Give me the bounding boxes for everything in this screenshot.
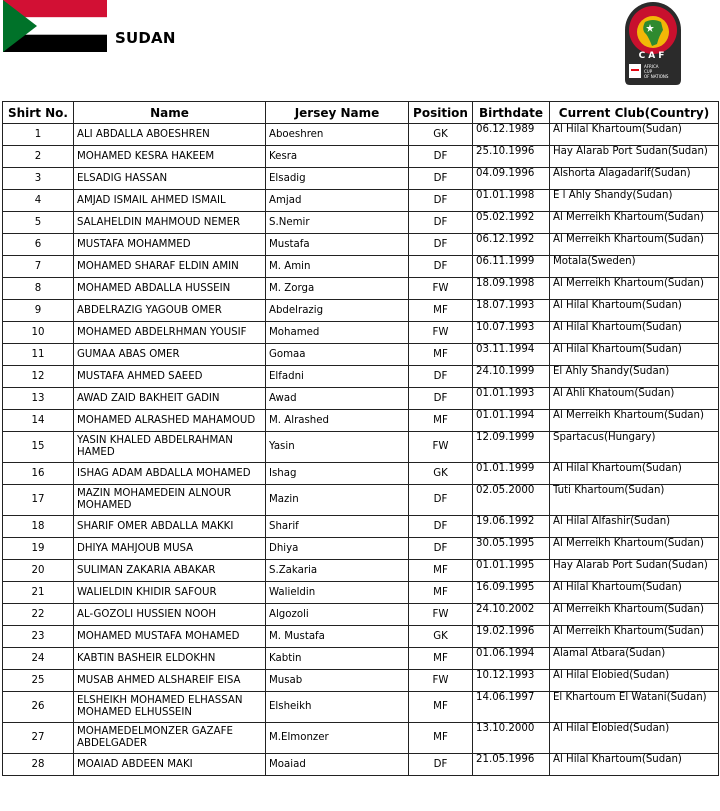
jersey-name-cell: M. Alrashed — [266, 410, 409, 432]
player-name-cell: SULIMAN ZAKARIA ABAKAR — [74, 560, 266, 582]
player-name-cell: MOHAMED ABDALLA HUSSEIN — [74, 278, 266, 300]
table-row — [3, 648, 719, 670]
player-name-cell: MAZIN MOHAMEDEIN ALNOUR MOHAMED — [74, 485, 266, 516]
position-cell: DF — [409, 234, 473, 256]
player-name-cell: ABDELRAZIG YAGOUB OMER — [74, 300, 266, 322]
table-row — [3, 626, 719, 648]
sudan-flag-icon — [3, 0, 107, 52]
player-name-cell: GUMAA ABAS OMER — [74, 344, 266, 366]
table-row — [3, 388, 719, 410]
current-club-cell: Al Merreikh Khartoum(Sudan) — [550, 234, 719, 256]
jersey-name-cell: Elfadni — [266, 366, 409, 388]
position-cell: DF — [409, 754, 473, 776]
table-row — [3, 463, 719, 485]
shirt-number-cell: 25 — [3, 670, 74, 692]
birthdate-cell: 19.06.1992 — [473, 516, 550, 538]
current-club-cell: Motala(Sweden) — [550, 256, 719, 278]
birthdate-cell: 03.11.1994 — [473, 344, 550, 366]
position-cell: DF — [409, 146, 473, 168]
current-club-cell: Spartacus(Hungary) — [550, 432, 719, 463]
table-row — [3, 146, 719, 168]
svg-text:CUP: CUP — [644, 69, 653, 74]
player-name-cell: MOHAMED MUSTAFA MOHAMED — [74, 626, 266, 648]
position-cell: GK — [409, 124, 473, 146]
player-name-cell: SALAHELDIN MAHMOUD NEMER — [74, 212, 266, 234]
current-club-cell: Al Hilal Elobied(Sudan) — [550, 723, 719, 754]
shirt-number-cell: 4 — [3, 190, 74, 212]
table-row — [3, 560, 719, 582]
birthdate-cell: 13.10.2000 — [473, 723, 550, 754]
position-cell: DF — [409, 388, 473, 410]
shirt-number-cell: 7 — [3, 256, 74, 278]
current-club-cell: Al Merreikh Khartoum(Sudan) — [550, 212, 719, 234]
birthdate-cell: 16.09.1995 — [473, 582, 550, 604]
shirt-number-cell: 24 — [3, 648, 74, 670]
jersey-name-cell: Abdelrazig — [266, 300, 409, 322]
shirt-number-cell: 1 — [3, 124, 74, 146]
col-header-birthdate: Birthdate — [473, 102, 550, 124]
birthdate-cell: 10.07.1993 — [473, 322, 550, 344]
shirt-number-cell: 2 — [3, 146, 74, 168]
position-cell: MF — [409, 692, 473, 723]
birthdate-cell: 01.01.1998 — [473, 190, 550, 212]
table-row — [3, 516, 719, 538]
position-cell: FW — [409, 670, 473, 692]
birthdate-cell: 06.11.1999 — [473, 256, 550, 278]
table-row — [3, 124, 719, 146]
birthdate-cell: 01.01.1994 — [473, 410, 550, 432]
team-title: SUDAN — [115, 29, 176, 47]
shirt-number-cell: 21 — [3, 582, 74, 604]
caf-afcon-logo-icon — [619, 0, 687, 86]
position-cell: MF — [409, 723, 473, 754]
current-club-cell: Al Ahli Khatoum(Sudan) — [550, 388, 719, 410]
current-club-cell: El Ahly Shandy(Sudan) — [550, 366, 719, 388]
position-cell: DF — [409, 190, 473, 212]
table-row — [3, 256, 719, 278]
shirt-number-cell: 20 — [3, 560, 74, 582]
position-cell: FW — [409, 432, 473, 463]
jersey-name-cell: Algozoli — [266, 604, 409, 626]
svg-text:AFRICA: AFRICA — [644, 64, 659, 69]
position-cell: MF — [409, 300, 473, 322]
position-cell: DF — [409, 168, 473, 190]
shirt-number-cell: 19 — [3, 538, 74, 560]
jersey-name-cell: Awad — [266, 388, 409, 410]
current-club-cell: Al Hilal Khartoum(Sudan) — [550, 582, 719, 604]
jersey-name-cell: M. Amin — [266, 256, 409, 278]
table-row — [3, 300, 719, 322]
shirt-number-cell: 15 — [3, 432, 74, 463]
jersey-name-cell: M.Elmonzer — [266, 723, 409, 754]
current-club-cell: Hay Alarab Port Sudan(Sudan) — [550, 560, 719, 582]
player-name-cell: KABTIN BASHEIR ELDOKHN — [74, 648, 266, 670]
jersey-name-cell: Aboeshren — [266, 124, 409, 146]
position-cell: MF — [409, 344, 473, 366]
shirt-number-cell: 18 — [3, 516, 74, 538]
table-row — [3, 538, 719, 560]
shirt-number-cell: 3 — [3, 168, 74, 190]
birthdate-cell: 01.01.1995 — [473, 560, 550, 582]
jersey-name-cell: Amjad — [266, 190, 409, 212]
birthdate-cell: 18.09.1998 — [473, 278, 550, 300]
col-header-name: Name — [74, 102, 266, 124]
birthdate-cell: 10.12.1993 — [473, 670, 550, 692]
shirt-number-cell: 6 — [3, 234, 74, 256]
col-header-current-club: Current Club(Country) — [550, 102, 719, 124]
jersey-name-cell: S.Zakaria — [266, 560, 409, 582]
jersey-name-cell: Kesra — [266, 146, 409, 168]
table-row — [3, 168, 719, 190]
shirt-number-cell: 14 — [3, 410, 74, 432]
current-club-cell: Al Hilal Elobied(Sudan) — [550, 670, 719, 692]
jersey-name-cell: M. Mustafa — [266, 626, 409, 648]
table-row — [3, 670, 719, 692]
position-cell: GK — [409, 626, 473, 648]
current-club-cell: El Khartoum El Watani(Sudan) — [550, 692, 719, 723]
position-cell: DF — [409, 256, 473, 278]
player-name-cell: ISHAG ADAM ABDALLA MOHAMED — [74, 463, 266, 485]
position-cell: MF — [409, 410, 473, 432]
birthdate-cell: 18.07.1993 — [473, 300, 550, 322]
position-cell: DF — [409, 485, 473, 516]
current-club-cell: Hay Alarab Port Sudan(Sudan) — [550, 146, 719, 168]
shirt-number-cell: 23 — [3, 626, 74, 648]
position-cell: MF — [409, 560, 473, 582]
table-row — [3, 234, 719, 256]
jersey-name-cell: Yasin — [266, 432, 409, 463]
position-cell: MF — [409, 648, 473, 670]
shirt-number-cell: 17 — [3, 485, 74, 516]
col-header-jersey-name: Jersey Name — [266, 102, 409, 124]
table-header-row — [3, 102, 719, 124]
birthdate-cell: 24.10.2002 — [473, 604, 550, 626]
current-club-cell: Al Merreikh Khartoum(Sudan) — [550, 278, 719, 300]
position-cell: FW — [409, 322, 473, 344]
current-club-cell: Al Hilal Khartoum(Sudan) — [550, 300, 719, 322]
position-cell: FW — [409, 278, 473, 300]
position-cell: FW — [409, 604, 473, 626]
birthdate-cell: 12.09.1999 — [473, 432, 550, 463]
player-name-cell: MOHAMEDELMONZER GAZAFE ABDELGADER — [74, 723, 266, 754]
shirt-number-cell: 26 — [3, 692, 74, 723]
shirt-number-cell: 12 — [3, 366, 74, 388]
svg-text:OF NATIONS: OF NATIONS — [644, 74, 669, 79]
current-club-cell: Alshorta Alagadarif(Sudan) — [550, 168, 719, 190]
current-club-cell: Al Merreikh Khartoum(Sudan) — [550, 626, 719, 648]
jersey-name-cell: Moaiad — [266, 754, 409, 776]
birthdate-cell: 01.06.1994 — [473, 648, 550, 670]
col-header-position: Position — [409, 102, 473, 124]
shirt-number-cell: 9 — [3, 300, 74, 322]
player-name-cell: WALIELDIN KHIDIR SAFOUR — [74, 582, 266, 604]
shirt-number-cell: 28 — [3, 754, 74, 776]
table-row — [3, 723, 719, 754]
squad-table — [2, 101, 719, 776]
player-name-cell: YASIN KHALED ABDELRAHMAN HAMED — [74, 432, 266, 463]
col-header-shirt-no: Shirt No. — [3, 102, 74, 124]
player-name-cell: MOHAMED SHARAF ELDIN AMIN — [74, 256, 266, 278]
player-name-cell: MOHAMED ALRASHED MAHAMOUD — [74, 410, 266, 432]
jersey-name-cell: Mustafa — [266, 234, 409, 256]
player-name-cell: SHARIF OMER ABDALLA MAKKI — [74, 516, 266, 538]
birthdate-cell: 14.06.1997 — [473, 692, 550, 723]
current-club-cell: Al Hilal Alfashir(Sudan) — [550, 516, 719, 538]
position-cell: GK — [409, 463, 473, 485]
current-club-cell: Al Hilal Khartoum(Sudan) — [550, 463, 719, 485]
table-row — [3, 410, 719, 432]
table-row — [3, 692, 719, 723]
player-name-cell: MOAIAD ABDEEN MAKI — [74, 754, 266, 776]
birthdate-cell: 04.09.1996 — [473, 168, 550, 190]
player-name-cell: AMJAD ISMAIL AHMED ISMAIL — [74, 190, 266, 212]
birthdate-cell: 02.05.2000 — [473, 485, 550, 516]
shirt-number-cell: 16 — [3, 463, 74, 485]
player-name-cell: MUSTAFA AHMED SAEED — [74, 366, 266, 388]
svg-text:CAF: CAF — [638, 51, 668, 61]
jersey-name-cell: Ishag — [266, 463, 409, 485]
player-name-cell: AL-GOZOLI HUSSIEN NOOH — [74, 604, 266, 626]
shirt-number-cell: 10 — [3, 322, 74, 344]
jersey-name-cell: Mohamed — [266, 322, 409, 344]
current-club-cell: Al Hilal Khartoum(Sudan) — [550, 754, 719, 776]
player-name-cell: ELSADIG HASSAN — [74, 168, 266, 190]
table-row — [3, 212, 719, 234]
jersey-name-cell: Sharif — [266, 516, 409, 538]
birthdate-cell: 05.02.1992 — [473, 212, 550, 234]
current-club-cell: Al Merreikh Khartoum(Sudan) — [550, 538, 719, 560]
jersey-name-cell: Musab — [266, 670, 409, 692]
position-cell: MF — [409, 582, 473, 604]
jersey-name-cell: M. Zorga — [266, 278, 409, 300]
current-club-cell: Al Hilal Khartoum(Sudan) — [550, 344, 719, 366]
current-club-cell: Al Hilal Khartoum(Sudan) — [550, 124, 719, 146]
player-name-cell: MUSAB AHMED ALSHAREIF EISA — [74, 670, 266, 692]
birthdate-cell: 01.01.1999 — [473, 463, 550, 485]
jersey-name-cell: Kabtin — [266, 648, 409, 670]
jersey-name-cell: Elsadig — [266, 168, 409, 190]
player-name-cell: MOHAMED ABDELRHMAN YOUSIF — [74, 322, 266, 344]
current-club-cell: Tuti Khartoum(Sudan) — [550, 485, 719, 516]
jersey-name-cell: Mazin — [266, 485, 409, 516]
table-row — [3, 190, 719, 212]
table-row — [3, 604, 719, 626]
table-row — [3, 322, 719, 344]
birthdate-cell: 25.10.1996 — [473, 146, 550, 168]
player-name-cell: DHIYA MAHJOUB MUSA — [74, 538, 266, 560]
player-name-cell: MOHAMED KESRA HAKEEM — [74, 146, 266, 168]
jersey-name-cell: S.Nemir — [266, 212, 409, 234]
player-name-cell: ELSHEIKH MOHAMED ELHASSAN MOHAMED ELHUSSEIN — [74, 692, 266, 723]
table-row — [3, 485, 719, 516]
jersey-name-cell: Elsheikh — [266, 692, 409, 723]
position-cell: DF — [409, 212, 473, 234]
current-club-cell: Al Merreikh Khartoum(Sudan) — [550, 410, 719, 432]
birthdate-cell: 01.01.1993 — [473, 388, 550, 410]
current-club-cell: Al Hilal Khartoum(Sudan) — [550, 322, 719, 344]
birthdate-cell: 19.02.1996 — [473, 626, 550, 648]
table-row — [3, 366, 719, 388]
shirt-number-cell: 8 — [3, 278, 74, 300]
shirt-number-cell: 5 — [3, 212, 74, 234]
table-row — [3, 582, 719, 604]
shirt-number-cell: 13 — [3, 388, 74, 410]
position-cell: DF — [409, 538, 473, 560]
birthdate-cell: 06.12.1992 — [473, 234, 550, 256]
player-name-cell: MUSTAFA MOHAMMED — [74, 234, 266, 256]
birthdate-cell: 30.05.1995 — [473, 538, 550, 560]
table-row — [3, 754, 719, 776]
birthdate-cell: 06.12.1989 — [473, 124, 550, 146]
current-club-cell: Alamal Atbara(Sudan) — [550, 648, 719, 670]
shirt-number-cell: 27 — [3, 723, 74, 754]
current-club-cell: E l Ahly Shandy(Sudan) — [550, 190, 719, 212]
player-name-cell: AWAD ZAID BAKHEIT GADIN — [74, 388, 266, 410]
player-name-cell: ALI ABDALLA ABOESHREN — [74, 124, 266, 146]
table-row — [3, 432, 719, 463]
birthdate-cell: 21.05.1996 — [473, 754, 550, 776]
shirt-number-cell: 22 — [3, 604, 74, 626]
shirt-number-cell: 11 — [3, 344, 74, 366]
position-cell: DF — [409, 516, 473, 538]
table-row — [3, 344, 719, 366]
jersey-name-cell: Dhiya — [266, 538, 409, 560]
jersey-name-cell: Walieldin — [266, 582, 409, 604]
birthdate-cell: 24.10.1999 — [473, 366, 550, 388]
position-cell: DF — [409, 366, 473, 388]
jersey-name-cell: Gomaa — [266, 344, 409, 366]
current-club-cell: Al Merreikh Khartoum(Sudan) — [550, 604, 719, 626]
table-row — [3, 278, 719, 300]
